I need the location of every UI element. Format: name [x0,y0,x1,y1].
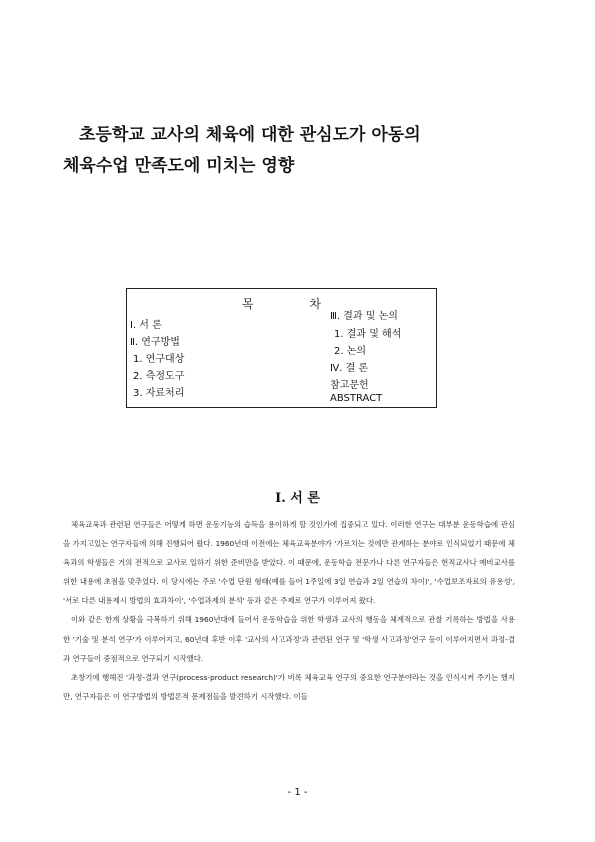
toc-item: Ⅰ. 서 론 [130,320,162,331]
toc-item: Ⅳ. 결 론 [330,363,369,374]
table-of-contents [126,288,437,408]
section-heading: Ⅰ. 서 론 [275,491,320,506]
toc-item: 3. 자료처리 [133,388,185,399]
body-text [63,515,515,706]
paragraph: 이와 같은 한계 상황을 극복하기 위해 1960년대에 들어서 운동학습을 위한 학생과 교사의 행동을 체계적으로 관찰 기록하는 방법을 사용한 '기술 및 분석 연구'가 이루어지고, 60년대 후반 이후 '교사의 사고과정'과 관련된 연구 및 '학생 사고과정'연구 등이 이루어지면서 과정-결과 연구들이 중점적으로 연구되기 시작했다. [63,615,515,663]
toc-item: 1. 결과 및 해석 [334,329,402,340]
toc-heading: 목 차 [242,297,347,311]
paper-title-line-1: 초등학교 교사의 체육에 대한 관심도가 아동의 [79,125,421,145]
toc-item: Ⅲ. 결과 및 논의 [330,311,398,322]
toc-item: 2. 측정도구 [133,371,185,382]
paragraph: 초창기에 행해진 '과정-결과 연구(process-product research)'가 비록 체육교육 연구의 중요한 연구분야라는 것을 인식시켜 주기는 했지만, 연구자들은 이 연구방법의 방법론적 문제점들을 발견하기 시작했다. 이들 [63,672,515,701]
paper-title-line-2: 체육수업 만족도에 미치는 영향 [63,156,295,176]
toc-item: 1. 연구대상 [133,354,185,365]
toc-item: Ⅱ. 연구방법 [130,337,180,348]
paragraph: 체육교육과 관련된 연구들은 어떻게 하면 운동기능의 습득을 용이하게 할 것인가에 집중되고 있다. 이러한 연구는 대부분 운동학습에 관심을 가지고있는 연구자들에 의해 진행되어 왔다. 1960년대 이전에는 체육교육분야가 '가르치는 것에만 관계하는 분야로 인식되었기 때문에 체육과의 학생들은 거의 전적으로 교사로 일하기 위한 준비만을 받았다. 이 때문에, 운동학습 전문가나 다른 연구자들은 현직교사나 예비교사를 위한 내용에 초점을 맞추었다. 이 당시에는 주로 '수업 단원 형태(예를 들어 1주일에 3일 연습과 2일 연습의 차이)', '수업보조자료의 유용성', '서로 다른 내용제시 방법의 효과차이', '수업과제의 분석' 등과 같은 주제로 연구가 이루어져 왔다. [63,520,515,606]
toc-item: 2. 논의 [334,346,367,357]
toc-item: ABSTRACT [330,393,383,404]
paper-title [63,120,543,182]
page-number: - 1 - [287,787,308,798]
toc-item: 참고문헌 [330,380,369,391]
